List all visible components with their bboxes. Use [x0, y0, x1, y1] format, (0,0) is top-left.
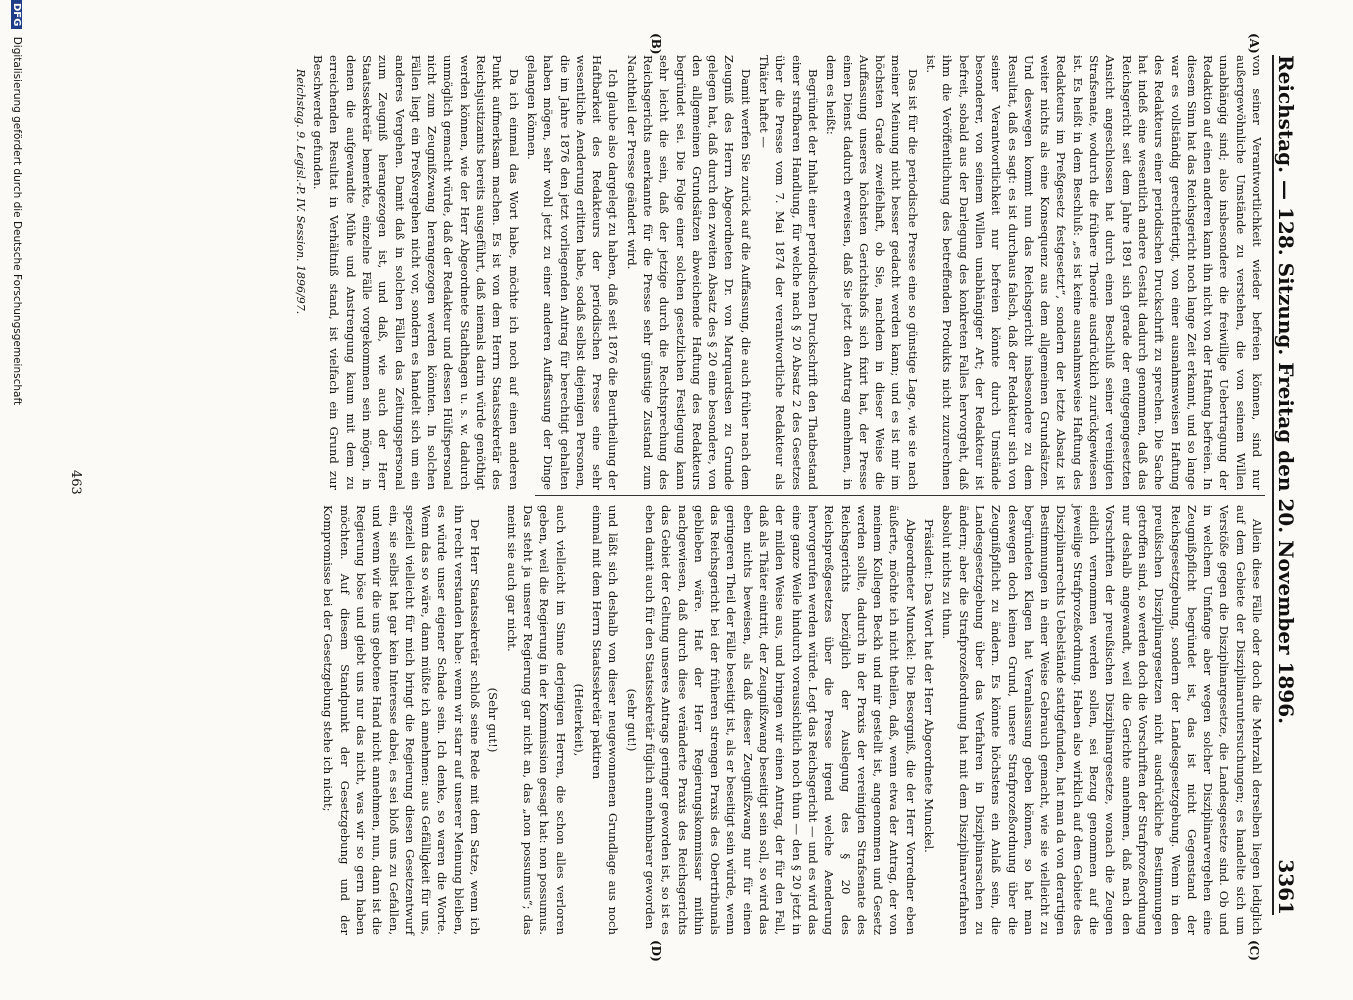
right-text-column: [321, 505, 1265, 935]
credit-text: Digitalisierung gefördert durch die Deutsche Forschungsgemeinschaft: [11, 36, 23, 406]
speaker-paragraph: Abgeordneter Munckel: Die Besorgniß, die der Herr Vorredner eben äußerte, möchte ich nicht theilen, daß, wenn etwa der Antrag, der von meinem Kollegen Beckh und mir gestellt ist, angenommen und Gesetz werden sollte, dadurch in der Praxis der vereinigten Strafsenate des Reichsgerichts bezüglich der Auslegung des § 20 des Reichspreßgesetzes über die Presse irgend welche Aenderung hervorgerufen werden würde. Legt das Reichsgericht — und es wird das eine ganze Weile hindurch voraussichtlich noch thun — den § 20 jetzt in der milden Weise aus, und bringen wir einen Antrag, der für den Fall, daß als Thäter eintritt, der Zeugnißzwang beseitigt sein soll, so wird das eben nichts beweisen, als daß dieser Zeugnißzwang nur für einen geringeren Theil der Fälle beseitigt ist, als er beseitigt sein würde, wenn das Reichsgericht bei der früheren strengen Praxis des Obertribunals geblieben wäre. Hat der Herr Regierungskommissar mithin nachgewiesen, daß durch diese veränderte Praxis des Reichsgerichts das Gebiet der Geltung unseres Antrags geringer geworden ist, so ist es eben damit auch für den Staatssekretär füglich annehmbarer geworden: [643, 505, 918, 935]
margin-mark-a: (A): [1247, 33, 1261, 54]
header-title: Reichstag. — 128. Sitzung. Freitag den 20. November 1896.: [1274, 55, 1298, 725]
speaker-paragraph: Präsident: Das Wort hat der Herr Abgeordnete Munckel.: [922, 519, 937, 853]
paragraph: Der Herr Staatssekretär schloß seine Rede mit dem Satze, wenn ich ihn recht verstanden habe: wenn wir starr auf unserer Meinung bleiben, es würde unser eigener Schade sein. Ich denke, so waren die Worte. Wenn das so wäre, dann müßte ich annehmen: aus Gefälligkeit für uns, speziell vielleicht für mich bringt die Regierung diesen Gesetzentwurf ein, sie selbst hat gar kein Interesse dabei, es sei bloß uns zu Gefallen, und wenn wir die uns gebotene Hand nicht annehmen, nun, dann ist die Regierung böse und giebt uns nur das nicht, was wir so gern haben möchten. Auf diesem Standpunkt der Gesetzgebung und der Kompromisse bei der Gesetzgebung stehe ich nicht;: [321, 505, 483, 935]
quoted-paragraph: Begründet der Inhalt einer periodischen Druckschrift den Thatbestand einer strafbaren Handlung, für welche nach § 20 Absatz 2 des Gesetzes über die Presse vom 7. Mai 1874 der verantwortliche Redakteur als Thäter haftet —: [757, 55, 820, 490]
margin-mark-d: (D): [649, 940, 663, 962]
paragraph: Ich glaube also dargelegt zu haben, daß seit 1876 die Beurtheilung der Haftbarkeit des Redakteurs der periodischen Presse eine sehr wesentliche Aenderung erlitten habe, sodaß selbst diejenigen Personen, die im Jahre 1876 den jetzt vorliegenden Antrag für berechtigt gehalten haben mögen, sehr wohl jetzt zu einer anderen Auffassung der Dinge gelangen können.: [524, 55, 621, 490]
margin-mark-b: (B): [649, 33, 663, 55]
signature-number: 463: [68, 470, 83, 495]
paragraph: Da ich einmal das Wort habe, möchte ich noch auf einen anderen Punkt aufmerksam machen. Es ist von dem Herrn Staatssekretär des Reichsjustizamts bereits ausgeführt, daß niemals darin würde genöthigt werden können, wie der Herr Abgeordnete Stadthagen u. s. w. dadurch unmöglich gemacht würde, daß der Redakteur und dessen Hülfspersonal nicht zum Zeugnißzwang herangezogen werden könnten. In solchen Fällen liegt ein Preßvergehen nicht vor, sondern es handelt sich um ein anderes Vergehen. Damit daß in solchen Fällen das Zeitungspersonal zum Zeugniß herangezogen ist, und daß, wie auch der Herr Staatssekretär bemerkte, einzelne Fälle vorgekommen sein mögen, in denen die aufgewandte Mühe und Anstrengung kaum mit dem zu erreichenden Resultat in Verhältniß stand, ist vielfach ein Grund zur Beschwerde gefunden.: [311, 55, 521, 490]
digitization-credit: [11, 0, 23, 405]
left-text-column: [293, 55, 1265, 490]
paragraph: Das ist für die periodische Presse eine so günstige Lage, wie sie nach meiner Meinung nicht besser gedacht werden kann; und es ist mir im höchsten Grade zweifelhaft, ob Sie, nachdem in dieser Weise die Auffassung unseres höchsten Gerichtshofs sich fixirt hat, der Presse einen Dienst dadurch erweisen, daß Sie jetzt den Antrag annehmen, in dem es heißt:: [824, 55, 920, 490]
paragraph: von seiner Verantwortlichkeit wieder befreien können, sind nur außergewöhnliche Umstände zu verstehen, die von seinem Willen unabhängig sind; also insbesondere die freiwillige Uebertragung der Redaktion auf einen anderen kann ihn nicht von der Haftung befreien. In diesem Sinn hat das Reichsgericht noch lange Zeit erkannt, und so lange war es vollständig gerechtfertigt, von einer ausnahmsweisen Haftung des Redakteurs einer periodischen Druckschrift zu sprechen. Die Sache hat indeß eine wesentlich andere Gestalt dadurch genommen, daß das Reichsgericht seit dem Jahre 1891 sich gerade der entgegengesetzten Ansicht angeschlossen hat durch einen Beschluß seiner vereinigten Strafsenate, wodurch die frühere Theorie ausdrücklich zurückgewiesen ist. Es heißt in dem Beschluß: „es ist keine ausnahmsweise Haftung des Redakteurs im Preßgesetz festgesetzt“, sondern der letzte Absatz ist weiter nichts als eine Konsequenz aus dem allgemeinen Grundsätzen. Und deswegen kommt nun das Reichsgericht insbesondere zu dem Resultat, daß es sagt: es ist durchaus falsch, daß der Redakteur sich von seiner Verantwortlichkeit nur befreien könnte durch Umstände besonderer, von seinem Willen unabhängiger Art; der Redakteur ist befreit, sobald aus der Darlegung des konkreten Falles hervorgeht, daß ihm die Veröffentlichung des betreffenden Produkts nicht zuzurechnen ist.: [924, 55, 1264, 490]
session-citation: Reichstag. 9. Legisl.-P. IV. Session. 1896/97.: [293, 69, 307, 315]
column-divider: [535, 495, 1265, 496]
paragraph: Damit werfen Sie zurück auf die Auffassung, die auch früher nach dem Zeugniß des Herrn Abgeordneten Dr. von Marquardsen zu Grunde gelegen hat, daß durch den zweiten Absatz des § 20 eine besondere, von den allgemeinen Grundsätzen abweichende Haftung des Redakteurs begründet sei. Die Folge einer solchen gesetzlichen Festlegung kann sehr leicht die sein, daß der jetzige durch die Rechtsprechung des Reichsgerichts anerkannte für die Presse sehr günstige Zustand zum Nachtheil der Presse geändert wird.: [624, 55, 753, 490]
paragraph: und läßt sich deshalb von dieser neugewonnenen Grundlage aus noch einmal mit dem Herrn Staatssekretär paktiren: [590, 505, 621, 935]
page-header: [1272, 55, 1308, 915]
dfg-logo: DFG: [11, 0, 22, 29]
header-page-number: 3361: [1274, 859, 1298, 915]
margin-mark-c: (C): [1247, 940, 1261, 961]
interjection: (sehr gut!): [624, 688, 639, 752]
paragraph: Allein diese Fälle oder doch die Mehrzahl derselben liegen lediglich auf dem Gebiete der Disziplinaruntersuchungen; es handelte sich um Verstöße gegen die Disziplinargesetze, die Landesgesetze sind. Ob und in welchem Umfange aber wegen solcher Disziplinarvergehen eine Zeugnißpflicht begründet ist, das ist nicht Gegenstand der Reichsgesetzgebung, sondern der Landesgesetzgebung. Wenn in den preußischen Disziplinargesetzen nicht ausdrückliche Bestimmungen getroffen sind, so werden doch die Vorschriften der Strafprozeßordnung nur deshalb angewandt, weil die Gerichte annehmen, daß nach den Vorschriften der preußischen Disziplinargesetze, wonach die Zeugen eidlich vernommen werden sollen, sei Bezug genommen auf die jeweilige Strafprozeßordnung. Haben also wirklich auf dem Gebiete des Disziplinarrechts Uebelstände stattgefunden, hat man da von derartigen Bestimmungen in einer Weise Gebrauch gemacht, wie sie vielleicht zu begründeten Klagen hat Veranlassung geben können, so hat man deswegen doch keinen Grund, unsere Strafprozeßordnung über die Zeugnißpflicht zu ändern. Es könnte höchstens ein Anlaß sein, die Landesgesetzgebung über das Verfahren in Disziplinarsachen zu ändern; aber die Strafprozeßordnung hat mit dem Disziplinarverfahren absolut nichts zu thun.: [940, 505, 1264, 935]
interjection: (Heiterkeit),: [571, 683, 586, 757]
paragraph: auch vielleicht im Sinne derjenigen Herren, die schon alles verloren geben, weil die Regierung in der Kommission gesagt hat: non possumus. Das steht ja unserer Regierung gar nicht an, das „non possumus“; das meint sie auch gar nicht.: [504, 505, 568, 935]
interjection: (Sehr gut!): [486, 687, 501, 753]
